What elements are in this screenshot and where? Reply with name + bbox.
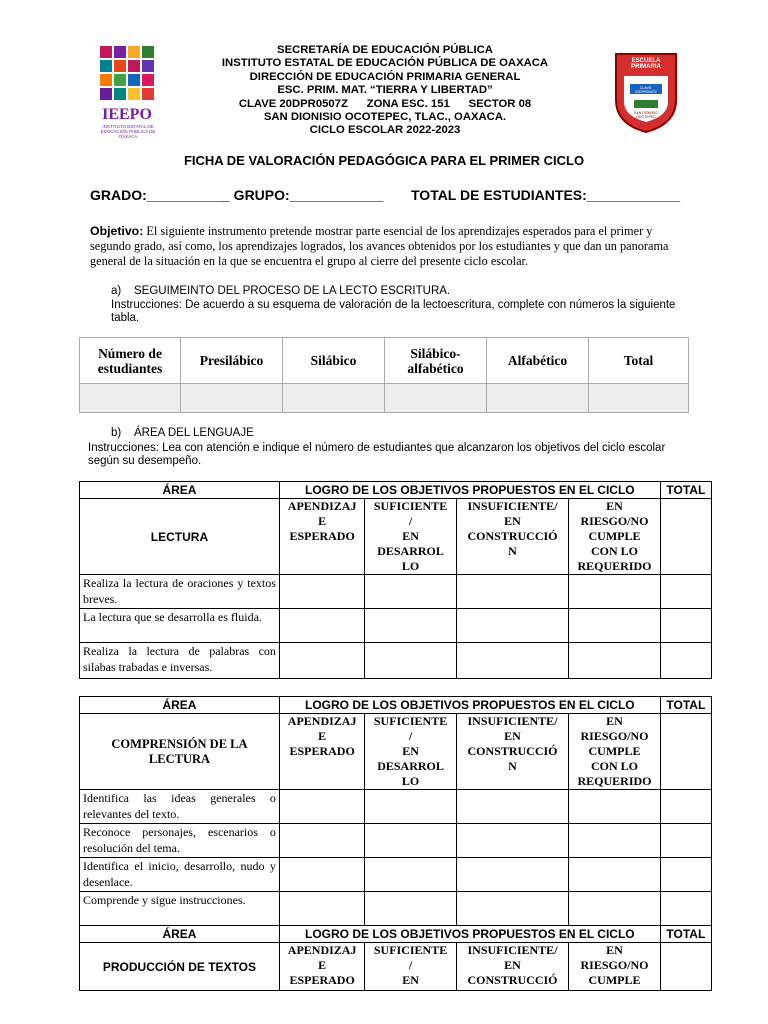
input-cell[interactable] xyxy=(456,858,569,892)
level-text: EN xyxy=(402,744,419,758)
input-cell[interactable] xyxy=(589,384,689,413)
level-en-riesgo xyxy=(569,499,660,575)
input-cell[interactable] xyxy=(279,609,364,643)
level-text: INSUFICIENTE/ xyxy=(467,499,558,513)
area-header: ÁREA xyxy=(80,697,280,714)
input-cell[interactable] xyxy=(569,824,660,858)
input-cell[interactable] xyxy=(456,790,569,824)
input-cell[interactable] xyxy=(365,643,456,679)
input-cell[interactable] xyxy=(569,892,660,926)
level-insuficiente xyxy=(456,499,569,575)
ieepo-name: IEEPO xyxy=(102,106,152,123)
level-text: DESARROL xyxy=(377,544,444,558)
level-text: CONSTRUCCIÓ xyxy=(467,744,558,758)
ieepo-logo xyxy=(92,44,176,152)
level-suficiente xyxy=(365,714,456,790)
input-cell[interactable] xyxy=(660,892,711,926)
objective-text: El siguiente instrumento pretende mostrar parte esencial de los aprendizajes esperados para el primer y segundo grado, así como, los aprendizajes logrados, los avances obtenidos por los estudiantes y que dan un panorama general de la situación en la que se encuentra el grupo al cierre del presente ciclo escolar. xyxy=(90,224,669,268)
level-text: RIESGO/NO xyxy=(580,514,649,528)
col-total: Total xyxy=(589,338,689,384)
lectoescritura-table xyxy=(79,337,689,413)
input-cell[interactable] xyxy=(456,609,569,643)
level-text: E xyxy=(318,514,327,528)
level-text: CUMPLE xyxy=(588,973,641,987)
input-cell[interactable] xyxy=(456,575,569,609)
logro-header: LOGRO DE LOS OBJETIVOS PROPUESTOS EN EL CICLO xyxy=(279,926,660,943)
level-text: CON LO xyxy=(590,759,638,773)
level-text: REQUERIDO xyxy=(577,559,652,573)
grupo-field[interactable]: _ GRUPO:____________ xyxy=(222,187,384,203)
area-header: ÁREA xyxy=(80,926,280,943)
item-text: Realiza la lectura de palabras con silabas trabadas e inversas. xyxy=(80,643,280,679)
school-seal xyxy=(612,50,680,134)
level-text: EN xyxy=(606,943,623,957)
item-text: Identifica el inicio, desarrollo, nudo y desenlace. xyxy=(80,858,280,892)
input-cell[interactable] xyxy=(365,790,456,824)
level-text: / xyxy=(408,958,413,972)
input-cell[interactable] xyxy=(283,384,385,413)
level-text: ESPERADO xyxy=(289,529,355,543)
col-silabico-alfabetico: Silábico-alfabético xyxy=(385,338,487,384)
section-a-heading: a) SEGUIMEINTO DEL PROCESO DE LA LECTO ESCRITURA. xyxy=(111,285,451,297)
input-cell[interactable] xyxy=(487,384,589,413)
input-cell[interactable] xyxy=(660,790,711,824)
level-text: DESARROL xyxy=(377,759,444,773)
header-line: ESC. PRIM. MAT. “TIERRA Y LIBERTAD” xyxy=(277,84,493,97)
input-cell[interactable] xyxy=(660,609,711,643)
level-text: INSUFICIENTE/ xyxy=(467,714,558,728)
level-text: SUFICIENTE xyxy=(373,499,448,513)
input-cell[interactable] xyxy=(456,643,569,679)
level-text: EN xyxy=(606,714,623,728)
input-cell[interactable] xyxy=(279,575,364,609)
header-line: DIRECCIÓN DE EDUCACIÓN PRIMARIA GENERAL xyxy=(249,70,521,83)
level-en-riesgo xyxy=(569,714,660,790)
level-aprendizaje-esperado xyxy=(279,499,364,575)
input-cell[interactable] xyxy=(456,892,569,926)
level-text: ESPERADO xyxy=(289,744,355,758)
level-text: RIESGO/NO xyxy=(580,958,649,972)
input-cell[interactable] xyxy=(279,892,364,926)
header-line: INSTITUTO ESTATAL DE EDUCACIÓN PÚBLICA DE OAXACA xyxy=(221,57,549,70)
objective-label: Objetivo: xyxy=(90,224,144,238)
header-line: SECRETARÍA DE EDUCACIÓN PÚBLICA xyxy=(277,44,493,56)
section-a-instructions: Instrucciones: De acuerdo a su esquema de valoración de la lectoescritura, complete con números la siguiente tabla. xyxy=(111,299,676,324)
input-cell[interactable] xyxy=(365,609,456,643)
seal-clave: CLAVE: 20DPR0507Z xyxy=(635,86,657,94)
logro-header: LOGRO DE LOS OBJETIVOS PROPUESTOS EN EL CICLO xyxy=(279,482,660,499)
level-text: EN xyxy=(504,514,521,528)
area-label: PRODUCCIÓN DE TEXTOS xyxy=(80,943,280,991)
total-header: TOTAL xyxy=(660,926,711,943)
level-text: CUMPLE xyxy=(588,529,641,543)
col-alfabetico: Alfabético xyxy=(487,338,589,384)
level-text: EN xyxy=(504,729,521,743)
level-text: RIESGO/NO xyxy=(580,729,649,743)
input-cell[interactable] xyxy=(660,858,711,892)
input-cell[interactable] xyxy=(365,892,456,926)
objective xyxy=(90,224,685,269)
item-text: Comprende y sigue instrucciones. xyxy=(80,892,280,926)
level-text: / xyxy=(408,729,413,743)
area-label-text: COMPRENSIÓN DE LA LECTURA xyxy=(111,736,248,766)
item-text: La lectura que se desarrolla es fluida. xyxy=(80,609,280,643)
level-text: SUFICIENTE xyxy=(373,714,448,728)
level-text: APENDIZAJ xyxy=(287,499,357,513)
level-text: APENDIZAJ xyxy=(287,943,357,957)
level-text: N xyxy=(508,759,517,773)
level-text: CON LO xyxy=(590,544,638,558)
input-cell[interactable] xyxy=(279,858,364,892)
item-text: Identifica las ideas generales o relevantes del texto. xyxy=(80,790,280,824)
seal-place: SAN DIONISIO OCOTEPEC xyxy=(634,111,658,119)
input-cell[interactable] xyxy=(279,824,364,858)
level-aprendizaje-esperado xyxy=(279,943,364,991)
section-b-heading: b) ÁREA DEL LENGUAJE xyxy=(111,427,254,439)
level-text: / xyxy=(408,514,413,528)
input-cell[interactable] xyxy=(456,824,569,858)
level-text: EN xyxy=(402,973,419,987)
level-text: SUFICIENTE xyxy=(373,943,448,957)
input-cell[interactable] xyxy=(365,858,456,892)
level-text: CONSTRUCCIÓ xyxy=(467,973,558,987)
total-header: TOTAL xyxy=(660,697,711,714)
level-suficiente xyxy=(365,943,456,991)
input-cell[interactable] xyxy=(181,384,283,413)
input-cell[interactable] xyxy=(660,575,711,609)
level-suficiente xyxy=(365,499,456,575)
level-text: CUMPLE xyxy=(588,744,641,758)
level-insuficiente xyxy=(456,714,569,790)
level-text: CONSTRUCCIÓ xyxy=(467,529,558,543)
lectura-table xyxy=(79,481,712,679)
level-text: EN xyxy=(402,529,419,543)
header-line: CICLO ESCOLAR 2022-2023 xyxy=(309,124,461,137)
col-numero-estudiantes: Número de estudiantes xyxy=(80,338,181,384)
input-cell[interactable] xyxy=(365,575,456,609)
level-text: N xyxy=(508,544,517,558)
header-line: CLAVE 20DPR0507Z ZONA ESC. 151 SECTOR 08 xyxy=(238,97,532,110)
level-text: EN xyxy=(606,499,623,513)
area-label: LECTURA xyxy=(80,499,280,575)
level-text: LO xyxy=(401,774,420,788)
area-label xyxy=(80,714,280,790)
input-cell[interactable] xyxy=(569,609,660,643)
total-header: TOTAL xyxy=(660,482,711,499)
input-cell[interactable] xyxy=(569,643,660,679)
level-text: REQUERIDO xyxy=(577,774,652,788)
level-text: APENDIZAJ xyxy=(287,714,357,728)
col-presilabico: Presilábico xyxy=(181,338,283,384)
ieepo-subtitle: INSTITUTO ESTATAL DE EDUCACIÓN PÚBLICA DE OAXACA xyxy=(100,124,156,139)
input-cell[interactable] xyxy=(569,575,660,609)
level-en-riesgo xyxy=(569,943,660,991)
input-cell[interactable] xyxy=(365,824,456,858)
input-cell[interactable] xyxy=(569,790,660,824)
seal-name: ESCUELA PRIMARIA xyxy=(631,58,661,70)
area-header: ÁREA xyxy=(80,482,280,499)
total-cell[interactable] xyxy=(660,499,711,575)
item-text: Realiza la lectura de oraciones y textos breves. xyxy=(80,575,280,609)
logro-header: LOGRO DE LOS OBJETIVOS PROPUESTOS EN EL CICLO xyxy=(279,697,660,714)
level-insuficiente xyxy=(456,943,569,991)
total-students-field[interactable]: TOTAL DE ESTUDIANTES:____________ xyxy=(411,187,681,203)
level-text: LO xyxy=(401,559,420,573)
total-cell[interactable] xyxy=(660,714,711,790)
document-title: FICHA DE VALORACIÓN PEDAGÓGICA PARA EL PRIMER CICLO xyxy=(183,153,585,168)
input-cell[interactable] xyxy=(279,643,364,679)
level-aprendizaje-esperado xyxy=(279,714,364,790)
input-cell[interactable] xyxy=(80,384,181,413)
level-text: EN xyxy=(504,958,521,972)
total-cell[interactable] xyxy=(660,943,711,991)
header-line: SAN DIONISIO OCOTEPEC, TLAC., OAXACA. xyxy=(263,111,507,124)
input-cell[interactable] xyxy=(279,790,364,824)
input-cell[interactable] xyxy=(660,643,711,679)
level-text: INSUFICIENTE/ xyxy=(467,943,558,957)
institution-header xyxy=(190,44,580,138)
input-cell[interactable] xyxy=(569,858,660,892)
input-cell[interactable] xyxy=(385,384,487,413)
level-text: E xyxy=(318,729,327,743)
item-text: Reconoce personajes, escenarios o resolución del tema. xyxy=(80,824,280,858)
comprension-table xyxy=(79,696,712,991)
level-text: E xyxy=(318,958,327,972)
section-b-instructions: Instrucciones: Lea con atención e indique el número de estudiantes que alcanzaron los objetivos del ciclo escolar según su desempeño. xyxy=(88,442,666,467)
grado-field[interactable]: GRADO:__________ xyxy=(90,187,225,203)
col-silabico: Silábico xyxy=(283,338,385,384)
input-cell[interactable] xyxy=(660,824,711,858)
level-text: ESPERADO xyxy=(289,973,355,987)
